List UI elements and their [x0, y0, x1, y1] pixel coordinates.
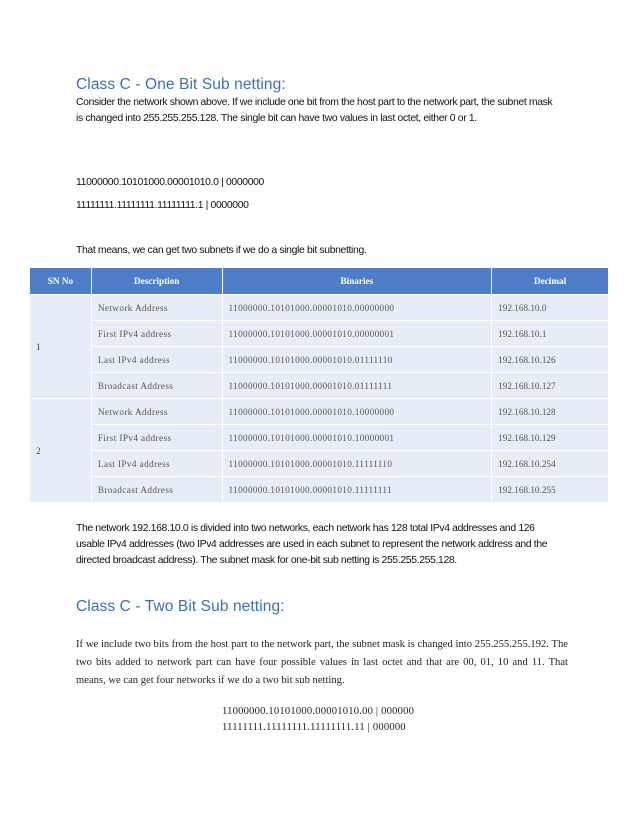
description-cell: Network Address [91, 399, 222, 425]
section2-heading: Class C - Two Bit Sub netting: [76, 598, 285, 615]
header-sn-no: SN No [30, 268, 92, 295]
header-decimal: Decimal [492, 268, 609, 295]
description-cell: Last IPv4 address [91, 347, 222, 373]
decimal-cell: 192.168.10.0 [492, 295, 609, 321]
section2-intro: If we include two bits from the host part to the network part, the subnet mask is changed into 255.255.255.192. The two bits added to network part can have four possible values in last octet and that are 00, 01, 10 and 11. That means, we can get four networks if we do a two bit sub netting. [76, 639, 568, 686]
sn-cell: 2 [30, 399, 92, 503]
decimal-cell: 192.168.10.254 [492, 451, 609, 477]
description-cell: Broadcast Address [91, 477, 222, 503]
table-row [30, 373, 609, 399]
table-row [30, 477, 609, 503]
description-cell: Network Address [91, 295, 222, 321]
header-description: Description [91, 268, 222, 295]
decimal-cell: 192.168.10.128 [492, 399, 609, 425]
section2-binary-line-1: 11000000.10101000.00001010.00 | 000000 [222, 706, 415, 717]
decimal-cell: 192.168.10.255 [492, 477, 609, 503]
sn-cell: 1 [30, 295, 92, 399]
description-cell: Last IPv4 address [91, 451, 222, 477]
table-row [30, 399, 609, 425]
table-row [30, 425, 609, 451]
binary-cell: 11000000.10101000.00001010.10000001 [222, 425, 492, 451]
binary-cell: 11000000.10101000.00001010.00000001 [222, 321, 492, 347]
binary-cell: 11000000.10101000.00001010.01111110 [222, 347, 492, 373]
binary-cell: 11000000.10101000.00001010.11111111 [222, 477, 492, 503]
decimal-cell: 192.168.10.129 [492, 425, 609, 451]
binary-cell: 11000000.10101000.00001010.00000000 [222, 295, 492, 321]
section1-intro: Consider the network shown above. If we include one bit from the host part to the network part, the subnet mask is changed into 255.255.255.128. The single bit can have two values in last octet, either 0 or 1. [76, 97, 553, 124]
binary-cell: 11000000.10101000.00001010.01111111 [222, 373, 492, 399]
section1-heading: Class C - One Bit Sub netting: [76, 76, 286, 93]
decimal-cell: 192.168.10.126 [492, 347, 609, 373]
table-row [30, 451, 609, 477]
section2-binary-line-2: 11111111.11111111.11111111.11 | 000000 [222, 722, 406, 733]
binary-cell: 11000000.10101000.00001010.11111110 [222, 451, 492, 477]
table-row [30, 295, 609, 321]
table-header-row [30, 268, 609, 295]
section1-that-means: That means, we can get two subnets if we do a single bit subnetting. [76, 245, 367, 256]
decimal-cell: 192.168.10.1 [492, 321, 609, 347]
table-row [30, 321, 609, 347]
description-cell: First IPv4 address [91, 425, 222, 451]
section1-binary-line-1: 11000000.10101000.00001010.0 | 0000000 [76, 177, 264, 188]
binary-cell: 11000000.10101000.00001010.10000000 [222, 399, 492, 425]
section1-binary-line-2: 11111111.11111111.11111111.1 | 0000000 [76, 200, 249, 211]
table-row [30, 347, 609, 373]
section1-summary: The network 192.168.10.0 is divided into two networks, each network has 128 total IPv4 addresses and 126 usable IPv4 addresses (two IPv4 addresses are used in each subnet to represent the network address and the directed broadcast address). The subnet mask for one-bit sub netting is 255.255.255.128. [76, 523, 548, 566]
description-cell: First IPv4 address [91, 321, 222, 347]
decimal-cell: 192.168.10.127 [492, 373, 609, 399]
description-cell: Broadcast Address [91, 373, 222, 399]
subnet-table [29, 267, 609, 503]
header-binaries: Binaries [222, 268, 492, 295]
